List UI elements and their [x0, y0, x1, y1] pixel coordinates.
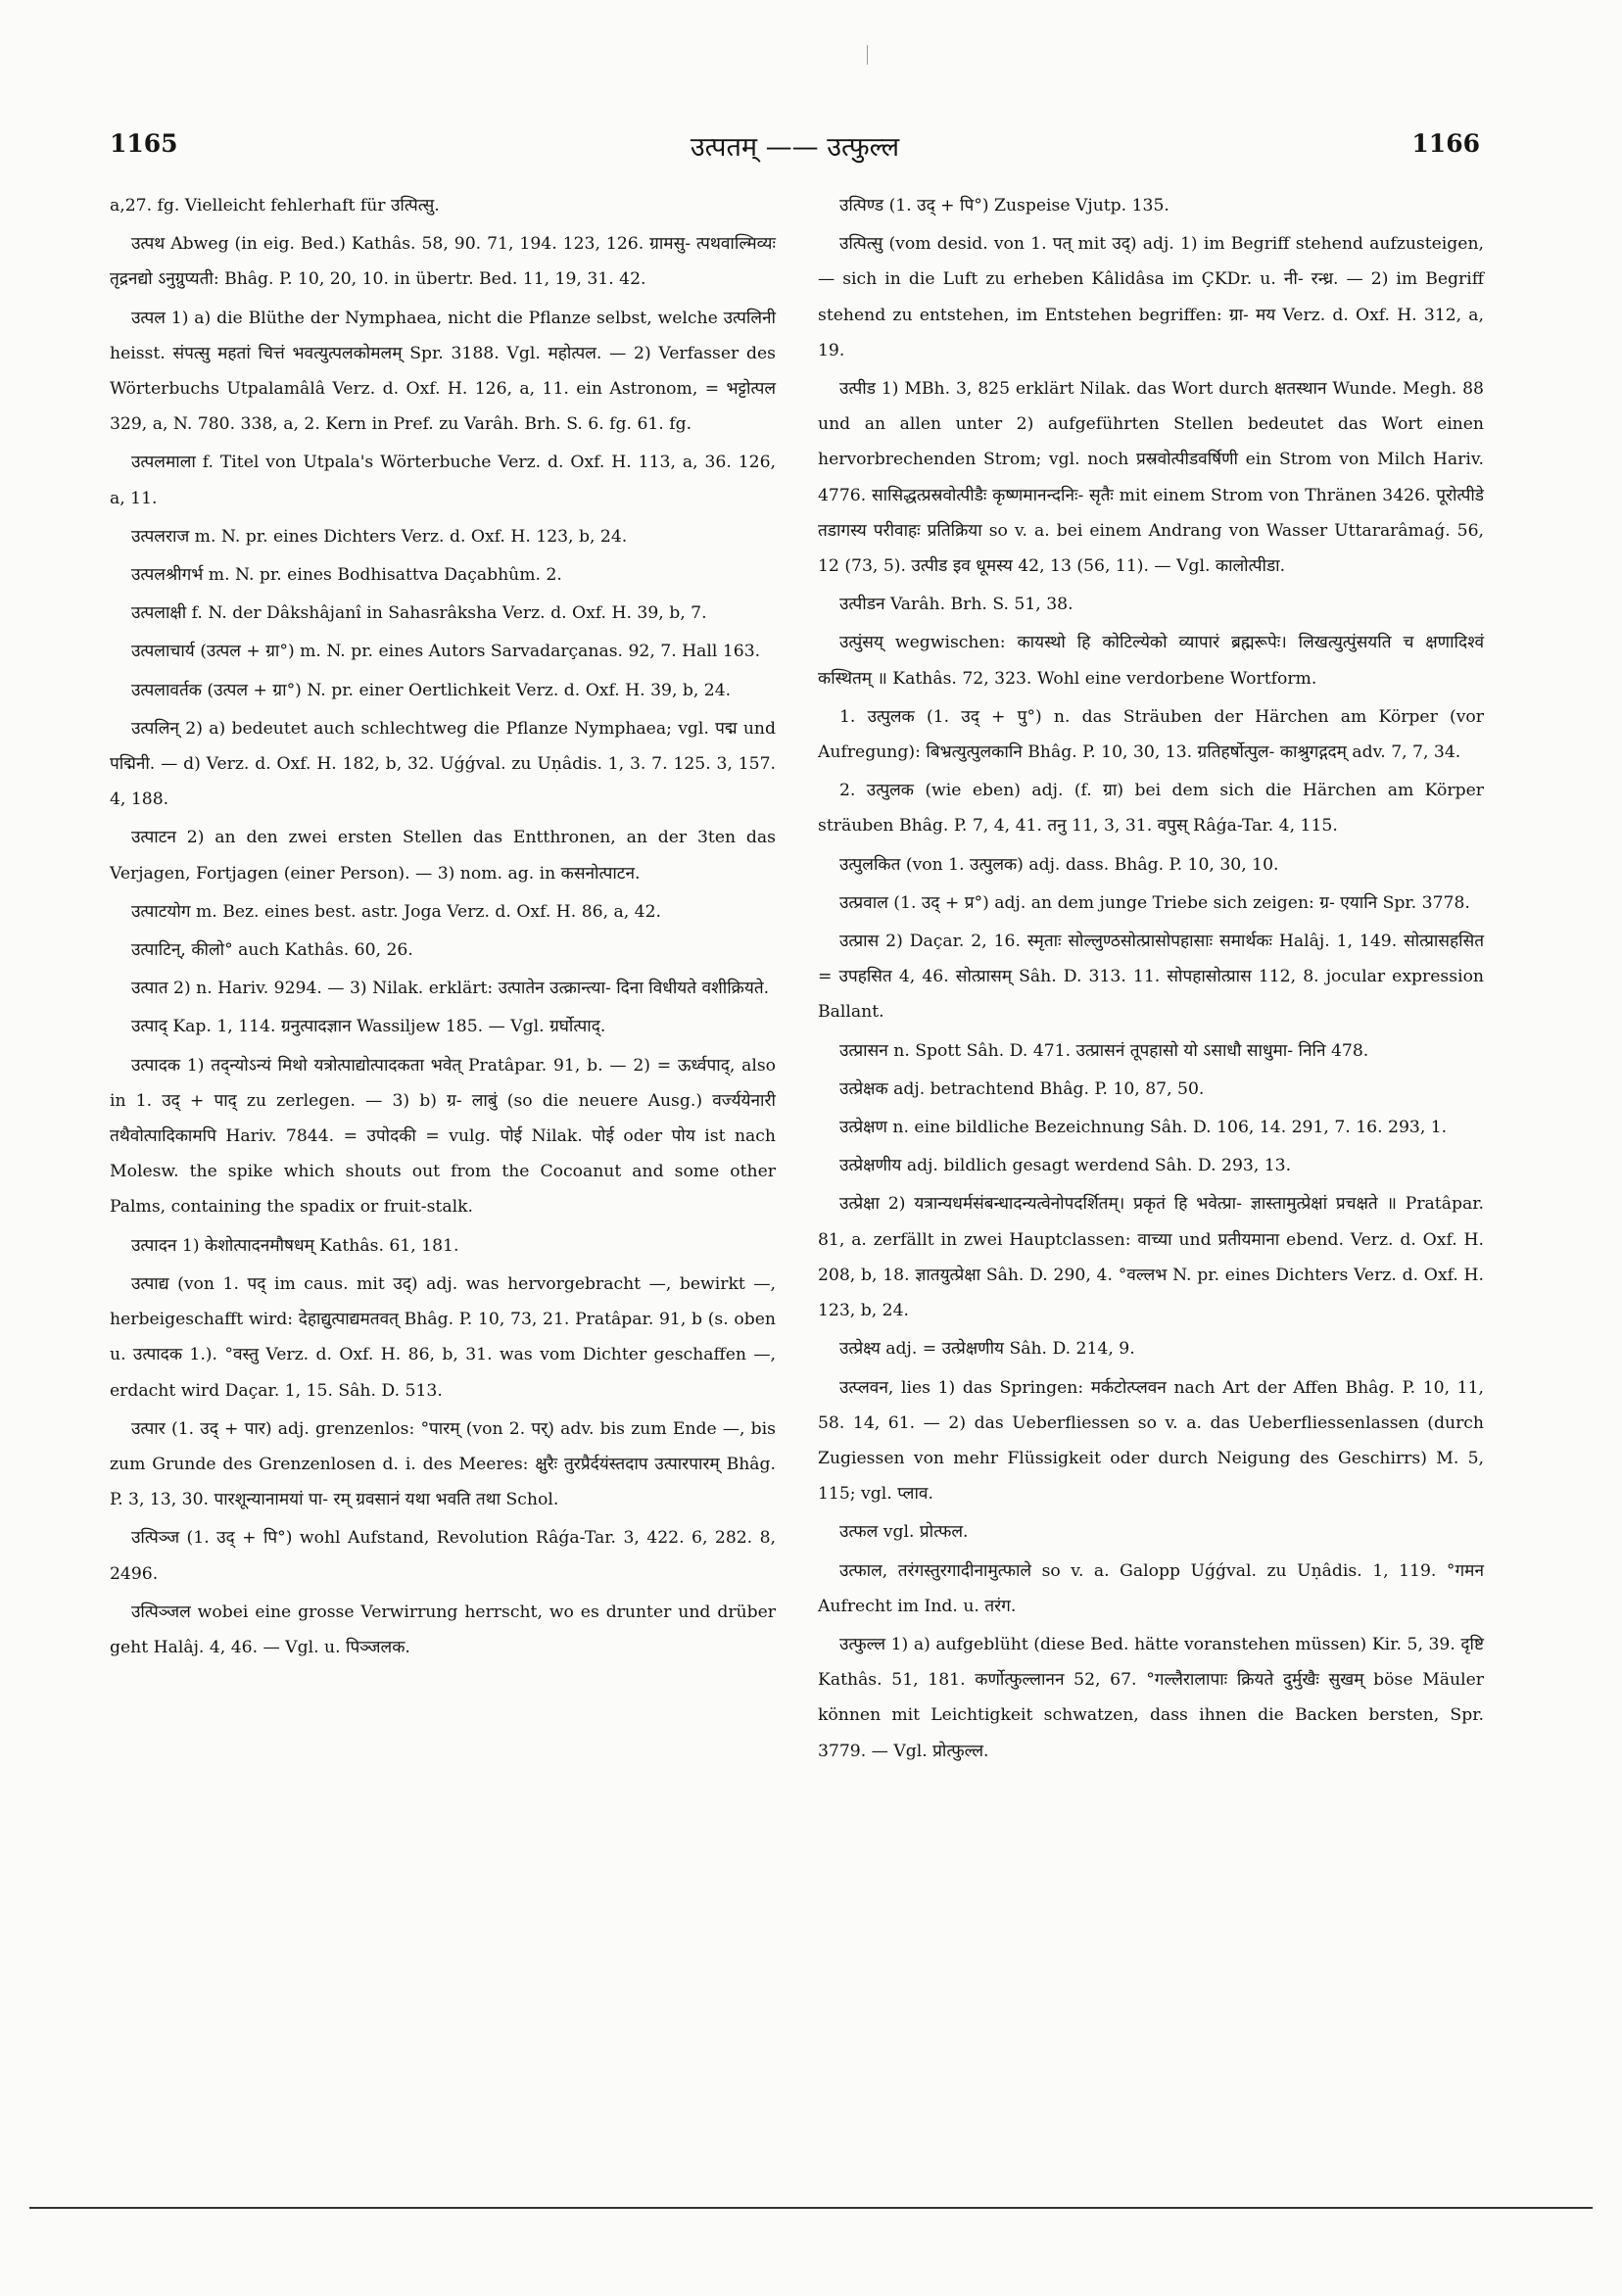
dictionary-entry: उत्प्रेक्षा 2) यत्रान्यधर्मसंबन्धादन्यत्वेनोपदर्शितम्। प्रकृतं हि भवेत्प्रा- ज्ञास्तामुत्प्रेक्षां प्रचक्षते ॥ Pratâpar. 81, a. zerfällt in zwei Hauptclassen: वाच्या und प्रतीयमाना ebend. Verz. d. Oxf. H. 208, b, 18. ज्ञातयुत्प्रेक्षा Sâh. D. 290, 4. °वल्लभ N. pr. eines Dichters Verz. d. Oxf. H. 123, b, 24.: [818, 1194, 1484, 1321]
dictionary-entry: उत्पात 2) n. Hariv. 9294. — 3) Nilak. erklärt: उत्पातेन उत्क्रान्त्या- दिना विधीयते वशीक्रियते.: [131, 979, 770, 999]
page-number-right: 1166: [1411, 129, 1480, 158]
page-header: [110, 129, 1480, 168]
left-column: [110, 188, 776, 1665]
dictionary-entry: उत्पाटयोग m. Bez. eines best. astr. Joga Verz. d. Oxf. H. 86, a, 42.: [131, 901, 661, 922]
dictionary-entry: उत्प्रेक्ष्य adj. = उत्प्रेक्षणीय Sâh. D. 214, 9.: [839, 1339, 1135, 1360]
dictionary-entry: उत्फल vgl. प्रोत्फल.: [839, 1522, 969, 1543]
dictionary-entry: उत्पलाक्षी f. N. der Dâkshâjanî in Sahasrâksha Verz. d. Oxf. H. 39, b, 7.: [131, 603, 707, 624]
dictionary-entry: 2. उत्पुलक (wie eben) adj. (f. ग्रा) bei dem sich die Härchen am Körper sträuben Bhâg. P. 7, 4, 41. तनु 11, 3, 31. वपुस् Râǵa-Tar. 4, 115.: [818, 781, 1484, 837]
dictionary-entry: उत्पुलकित (von 1. उत्पुलक) adj. dass. Bhâg. P. 10, 30, 10.: [839, 854, 1279, 875]
dictionary-entry: उत्प्रास 2) Daçar. 2, 16. स्मृताः सोल्लुण्ठसोत्प्रासोपहासाः समार्थकः Halâj. 1, 149. सोत्प्रासहसित = उपहसित 4, 46. सोत्प्रासम् Sâh. D. 313. 11. सोपहासोत्प्रास 112, 8. jocular expression Ballant.: [818, 932, 1484, 1023]
dictionary-entry: उत्पिञ्जल wobei eine grosse Verwirrung herrscht, wo es drunter und drüber geht Halâj. 4, 46. — Vgl. u. पिञ्जलक.: [110, 1602, 776, 1657]
dictionary-entry: उत्पाद् Kap. 1, 114. ग्रनुत्पादज्ञान Wassiljew 185. — Vgl. ग्रर्घोत्पाद्.: [131, 1017, 606, 1037]
dictionary-entry: उत्पाद्य (von 1. पद् im caus. mit उद्) adj. was hervorgebracht —, bewirkt —, herbeigeschafft wird: देहाद्युत्पाद्यमतवत् Bhâg. P. 10, 73, 21. Pratâpar. 91, b (s. oben u. उत्पादक 1.). °वस्तु Verz. d. Oxf. H. 86, b, 31. was vom Dichter geschaffen —, erdacht wird Daçar. 1, 15. Sâh. D. 513.: [110, 1273, 776, 1401]
dictionary-entry: उत्पलराज m. N. pr. eines Dichters Verz. d. Oxf. H. 123, b, 24.: [131, 526, 628, 547]
dictionary-entry: उत्फुल्ल 1) a) aufgeblüht (diese Bed. hätte voranstehen müssen) Kir. 5, 39. दृष्टि Kathâs. 51, 181. कर्णोत्फुल्लानन 52, 67. °गल्लैरालापाः क्रियते दुर्मुखैः सुखम् böse Mäuler können mit Leichtigkeit schwatzen, dass ihnen die Backen bersten, Spr. 3779. — Vgl. प्रोत्फुल्ल.: [818, 1634, 1484, 1761]
dictionary-entry: उत्पार (1. उद् + पार) adj. grenzenlos: °पारम् (von 2. पर्) adv. bis zum Ende —, bis zum Grunde des Grenzenlosen d. i. des Meeres: क्षुरैः तुरप्रैर्दयंस्तदाप उत्पारपारम् Bhâg. P. 3, 13, 30. पारशून्यानामयां पा- रम् ग्रवसानं यथा भवति तथा Schol.: [110, 1418, 776, 1510]
dictionary-entry: उत्पीडन Varâh. Brh. S. 51, 38.: [839, 595, 1073, 615]
dictionary-entry: a,27. fg. Vielleicht fehlerhaft für उत्पित्सु.: [110, 196, 440, 215]
dictionary-entry: उत्पित्सु (vom desid. von 1. पत् mit उद्) adj. 1) im Begriff stehend aufzusteigen, — sich in die Luft zu erheben Kâlidâsa im ÇKDr. u. नी- रन्ध्र. — 2) im Begriff stehend zu entstehen, im Entstehen begriffen: ग्रा- मय Verz. d. Oxf. H. 312, a, 19.: [818, 234, 1484, 360]
dictionary-entry: उत्प्लवन, lies 1) das Springen: मर्कटोत्प्लवन nach Art der Affen Bhâg. P. 10, 11, 58. 14, 61. — 2) das Ueberfliessen so v. a. das Ueberfliessenlassen (durch Zugiessen von mehr Flüssigkeit oder durch Neigung des Geschirrs) M. 5, 115; vgl. प्लाव.: [818, 1377, 1484, 1505]
scan-mark: [867, 45, 874, 65]
dictionary-entry: उत्फाल, तरंगस्तुरगादीनामुत्फाले so v. a. Galopp Uǵǵval. zu Uṇâdis. 1, 119. °गमन Aufrecht im Ind. u. तरंग.: [818, 1560, 1484, 1616]
dictionary-entry: उत्पीड 1) MBh. 3, 825 erklärt Nilak. das Wort durch क्षतस्थान Wunde. Megh. 88 und an allen unter 2) aufgeführten Stellen bedeutet das Wort einen hervorbrechenden Strom; vgl. noch प्रस्रवोत्पीडवर्षिणी ein Strom von Milch Hariv. 4776. सासिद्धत्प्रस्रवोत्पीडैः कृष्णमानन्दनिः- सृतैः mit einem Strom von Thränen 3426. पूरोत्पीडे तडागस्य परीवाहः प्रतिक्रिया so v. a. bei einem Andrang von Wasser Uttararâmaǵ. 56, 12 (73, 5). उत्पीड इव धूमस्य 42, 13 (56, 11). — Vgl. कालोत्पीडा.: [818, 379, 1484, 577]
dictionary-entry: उत्पलश्रीगर्भ m. N. pr. eines Bodhisattva Daçabhûm. 2.: [131, 565, 562, 586]
dictionary-entry: उत्पाटन 2) an den zwei ersten Stellen das Entthronen, an der 3ten das Verjagen, Fortjagen (einer Person). — 3) nom. ag. in कसनोत्पाटन.: [110, 828, 776, 884]
dictionary-entry: उत्प्रेक्षण n. eine bildliche Bezeichnung Sâh. D. 106, 14. 291, 7. 16. 293, 1.: [839, 1118, 1448, 1138]
dictionary-entry: उत्प्रासन n. Spott Sâh. D. 471. उत्प्रासनं तूपहासो यो ऽसाधौ साधुमा- निनि 478.: [839, 1040, 1369, 1061]
page-number-left: 1165: [110, 129, 178, 158]
dictionary-entry: उत्पिण्ड (1. उद् + पि°) Zuspeise Vjutp. 135.: [839, 196, 1169, 215]
running-head: उत्पतम् —— उत्फुल्ल: [690, 132, 900, 163]
dictionary-entry: उत्पादन 1) केशोत्पादनमौषधम् Kathâs. 61, 181.: [131, 1235, 459, 1256]
dictionary-entry: उत्पाटिन्, कीलो° auch Kathâs. 60, 26.: [131, 940, 413, 961]
dictionary-entry: उत्पुंसय् wegwischen: कायस्थो हि कोटिल्येको व्यापारं ब्रह्मरूपेः। लिखत्युत्पुंसयति च क्षणादिश्वं कस्थितम् ॥ Kathâs. 72, 323. Wohl eine verdorbene Wortform.: [818, 633, 1484, 689]
dictionary-entry: उत्पलाचार्य (उत्पल + ग्रा°) m. N. pr. eines Autors Sarvadarçanas. 92, 7. Hall 163.: [131, 642, 761, 662]
dictionary-entry: उत्पादक 1) तद्न्योऽन्यं मिथो यत्रोत्पाद्योत्पादकता भवेत् Pratâpar. 91, b. — 2) = ऊर्ध्वपाद्, also in 1. उद् + पाद् zu zerlegen. — 3) b) ग्र- लाबुं (so die neuere Ausg.) वर्ज्ययेनारी तथैवोत्पादिकामपि Hariv. 7844. = उपोदकी = vulg. पोई Nilak. पोई oder पोय ist nach Molesw. the spike which shouts out from the Cocoanut and some other Palms, containing the spadix or fruit-stalk.: [110, 1055, 776, 1218]
dictionary-entry: उत्पलिन् 2) a) bedeutet auch schlechtweg die Pflanze Nymphaea; vgl. पद्म und पद्मिनी. — d) Verz. d. Oxf. H. 182, b, 32. Uǵǵval. zu Uṇâdis. 1, 3. 7. 125. 3, 157. 4, 188.: [110, 718, 776, 810]
dictionary-entry: उत्प्रेक्षणीय adj. bildlich gesagt werdend Sâh. D. 293, 13.: [839, 1156, 1292, 1176]
dictionary-entry: उत्पलावर्तक (उत्पल + ग्रा°) N. pr. einer Oertlichkeit Verz. d. Oxf. H. 39, b, 24.: [131, 680, 732, 700]
right-column: [818, 188, 1484, 1769]
dictionary-entry: उत्पिञ्ज (1. उद् + पि°) wohl Aufstand, Revolution Râǵa-Tar. 3, 422. 6, 282. 8, 2496.: [110, 1528, 776, 1584]
dictionary-entry: 1. उत्पुलक (1. उद् + पु°) n. das Sträuben der Härchen am Körper (vor Aufregung): बिभ्रत्युत्पुलकानि Bhâg. P. 10, 30, 13. ग्रतिहर्षोत्पुल- काश्रुगद्गदम् adv. 7, 7, 34.: [818, 706, 1484, 763]
bottom-rule: [29, 2207, 1593, 2209]
dictionary-entry: उत्पथ Abweg (in eig. Bed.) Kathâs. 58, 90. 71, 194. 123, 126. ग्रामसु- त्पथवाल्मिव्यः तृद्रनद्यो ऽनुग्रुप्यती: Bhâg. P. 10, 20, 10. in übertr. Bed. 11, 19, 31. 42.: [110, 234, 776, 290]
dictionary-entry: उत्प्रवाल (1. उद् + प्र°) adj. an dem junge Triebe sich zeigen: ग्र- एयानि Spr. 3778.: [839, 892, 1470, 913]
dictionary-entry: उत्प्रेक्षक adj. betrachtend Bhâg. P. 10, 87, 50.: [839, 1078, 1205, 1099]
dictionary-entry: उत्पल 1) a) die Blüthe der Nymphaea, nicht die Pflanze selbst, welche उत्पलिनी heisst. संपत्सु महतां चित्तं भवत्युत्पलकोमलम् Spr. 3188. Vgl. महोत्पल. — 2) Verfasser des Wörterbuchs Utpalamâlâ Verz. d. Oxf. H. 126, a, 11. ein Astronom, = भट्टोत्पल 329, a, N. 780. 338, a, 2. Kern in Pref. zu Varâh. Brh. S. 6. fg. 61. fg.: [110, 308, 776, 435]
dictionary-entry: उत्पलमाला f. Titel von Utpala's Wörterbuche Verz. d. Oxf. H. 113, a, 36. 126, a, 11.: [110, 453, 776, 508]
